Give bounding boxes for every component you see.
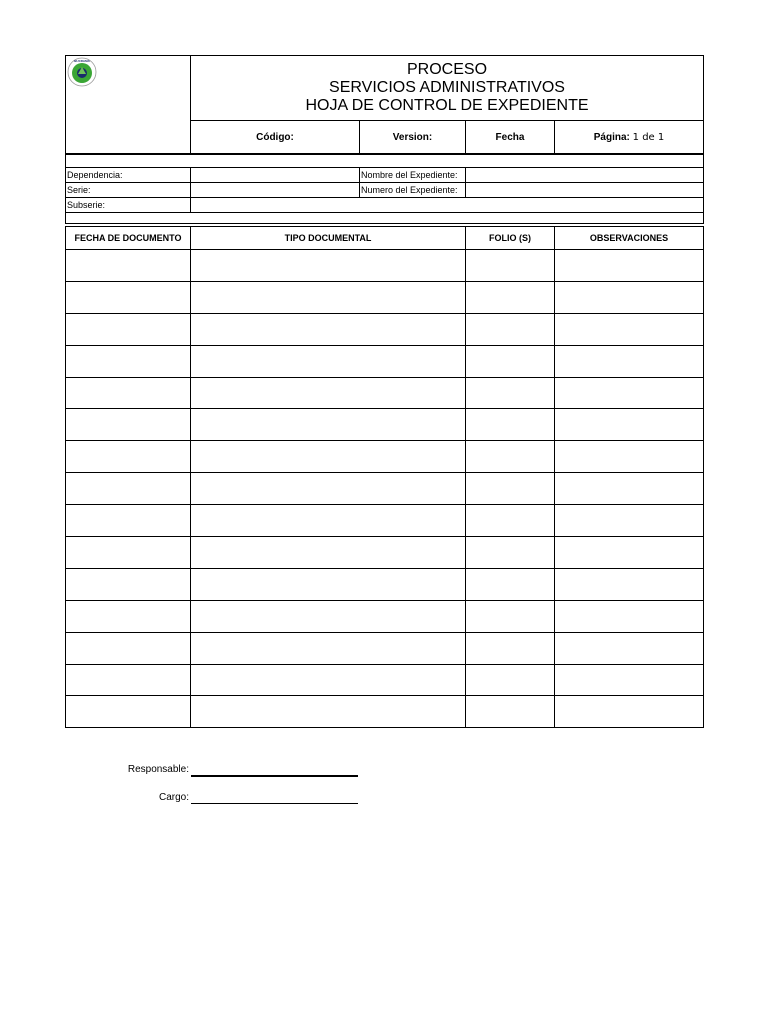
fecha-documento-cell[interactable]: [66, 537, 191, 569]
responsable-row: [100, 760, 400, 788]
codigo-cell: [191, 121, 360, 154]
observaciones-cell[interactable]: [555, 696, 704, 728]
tipo-documental-cell[interactable]: [191, 568, 466, 600]
tipo-documental-cell[interactable]: [191, 632, 466, 664]
folio-cell[interactable]: [466, 345, 555, 377]
folio-cell[interactable]: [466, 505, 555, 537]
folio-cell[interactable]: [466, 537, 555, 569]
fecha-documento-cell[interactable]: [66, 441, 191, 473]
fecha-documento-cell[interactable]: [66, 696, 191, 728]
tipo-documental-cell[interactable]: [191, 600, 466, 632]
signature-block: [100, 760, 400, 816]
tipo-documental-cell[interactable]: [191, 281, 466, 313]
tipo-documental-cell[interactable]: [191, 409, 466, 441]
observaciones-cell[interactable]: [555, 473, 704, 505]
tipo-documental-cell[interactable]: [191, 377, 466, 409]
col-header-tipo-documental: TIPO DOCUMENTAL: [191, 227, 466, 250]
tipo-documental-cell[interactable]: [191, 537, 466, 569]
observaciones-cell[interactable]: [555, 250, 704, 282]
table-row: [66, 313, 704, 345]
folio-cell[interactable]: [466, 632, 555, 664]
table-row: [66, 409, 704, 441]
tipo-documental-cell[interactable]: [191, 250, 466, 282]
codigo-label: Código:: [256, 131, 294, 143]
folio-cell[interactable]: [466, 664, 555, 696]
col-header-folio: FOLIO (S): [466, 227, 555, 250]
nombre-expediente-label: Nombre del Expediente:: [360, 168, 466, 183]
fecha-documento-cell[interactable]: [66, 250, 191, 282]
tipo-documental-cell[interactable]: [191, 345, 466, 377]
table-row: [66, 632, 704, 664]
table-row: [66, 664, 704, 696]
table-row: [66, 568, 704, 600]
tipo-documental-cell[interactable]: [191, 505, 466, 537]
table-row: [66, 600, 704, 632]
cargo-signature-line[interactable]: [191, 803, 358, 804]
form-title: [191, 56, 704, 121]
organization-logo-icon: [67, 57, 97, 87]
observaciones-cell[interactable]: [555, 281, 704, 313]
fecha-documento-cell[interactable]: [66, 568, 191, 600]
pagina-value: 1 de 1: [632, 131, 665, 143]
observaciones-cell[interactable]: [555, 313, 704, 345]
table-row: [66, 505, 704, 537]
numero-expediente-field[interactable]: [466, 183, 704, 198]
table-row: [66, 696, 704, 728]
documents-table: [65, 226, 704, 728]
observaciones-cell[interactable]: [555, 441, 704, 473]
observaciones-cell[interactable]: [555, 505, 704, 537]
folio-cell[interactable]: [466, 568, 555, 600]
folio-cell[interactable]: [466, 377, 555, 409]
fecha-documento-cell[interactable]: [66, 664, 191, 696]
responsable-signature-line[interactable]: [191, 775, 358, 777]
fecha-documento-cell[interactable]: [66, 377, 191, 409]
folio-cell[interactable]: [466, 600, 555, 632]
title-line-hoja: HOJA DE CONTROL DE EXPEDIENTE: [305, 97, 589, 114]
logo-cell: [66, 56, 191, 154]
observaciones-cell[interactable]: [555, 377, 704, 409]
table-row: [66, 345, 704, 377]
responsable-label: Responsable:: [127, 764, 189, 775]
serie-field[interactable]: [191, 183, 360, 198]
spacer-row: [66, 213, 704, 224]
fecha-documento-cell[interactable]: [66, 600, 191, 632]
fecha-cell: [466, 121, 555, 154]
folio-cell[interactable]: [466, 313, 555, 345]
table-row: [66, 537, 704, 569]
fecha-documento-cell[interactable]: [66, 313, 191, 345]
folio-cell[interactable]: [466, 696, 555, 728]
tipo-documental-cell[interactable]: [191, 313, 466, 345]
observaciones-cell[interactable]: [555, 600, 704, 632]
nombre-expediente-field[interactable]: [466, 168, 704, 183]
col-header-fecha-documento: FECHA DE DOCUMENTO: [66, 227, 191, 250]
observaciones-cell[interactable]: [555, 345, 704, 377]
table-row: [66, 441, 704, 473]
spacer-row: [66, 155, 704, 168]
serie-label: Serie:: [66, 183, 191, 198]
tipo-documental-cell[interactable]: [191, 664, 466, 696]
logo-text: BUCRAMA: [74, 59, 90, 63]
tipo-documental-cell[interactable]: [191, 441, 466, 473]
numero-expediente-label: Numero del Expediente:: [360, 183, 466, 198]
subserie-label: Subserie:: [66, 198, 191, 213]
fecha-documento-cell[interactable]: [66, 345, 191, 377]
documents-table-body: [66, 250, 704, 728]
form-header: [65, 55, 704, 154]
observaciones-cell[interactable]: [555, 568, 704, 600]
observaciones-cell[interactable]: [555, 664, 704, 696]
fecha-documento-cell[interactable]: [66, 409, 191, 441]
tipo-documental-cell[interactable]: [191, 473, 466, 505]
subserie-field[interactable]: [191, 198, 704, 213]
title-line-servicios: SERVICIOS ADMINISTRATIVOS: [329, 79, 565, 96]
table-row: [66, 473, 704, 505]
title-line-proceso: PROCESO: [407, 61, 488, 78]
folio-cell[interactable]: [466, 473, 555, 505]
table-row: [66, 377, 704, 409]
cargo-row: [100, 788, 400, 816]
expediente-info-table: [65, 154, 704, 224]
folio-cell[interactable]: [466, 281, 555, 313]
dependencia-label: Dependencia:: [66, 168, 191, 183]
observaciones-cell[interactable]: [555, 409, 704, 441]
cargo-label: Cargo:: [158, 792, 189, 803]
fecha-documento-cell[interactable]: [66, 632, 191, 664]
observaciones-cell[interactable]: [555, 632, 704, 664]
observaciones-cell[interactable]: [555, 537, 704, 569]
version-cell: [360, 121, 466, 154]
folio-cell[interactable]: [466, 409, 555, 441]
folio-cell[interactable]: [466, 250, 555, 282]
pagina-cell: [555, 121, 704, 154]
dependencia-field[interactable]: [191, 168, 360, 183]
version-label: Version:: [392, 131, 433, 143]
tipo-documental-cell[interactable]: [191, 696, 466, 728]
table-row: [66, 281, 704, 313]
fecha-documento-cell[interactable]: [66, 473, 191, 505]
col-header-observaciones: OBSERVACIONES: [555, 227, 704, 250]
fecha-label: Fecha: [495, 131, 525, 143]
fecha-documento-cell[interactable]: [66, 505, 191, 537]
pagina-label: Página:: [593, 131, 630, 143]
table-row: [66, 250, 704, 282]
fecha-documento-cell[interactable]: [66, 281, 191, 313]
folio-cell[interactable]: [466, 441, 555, 473]
